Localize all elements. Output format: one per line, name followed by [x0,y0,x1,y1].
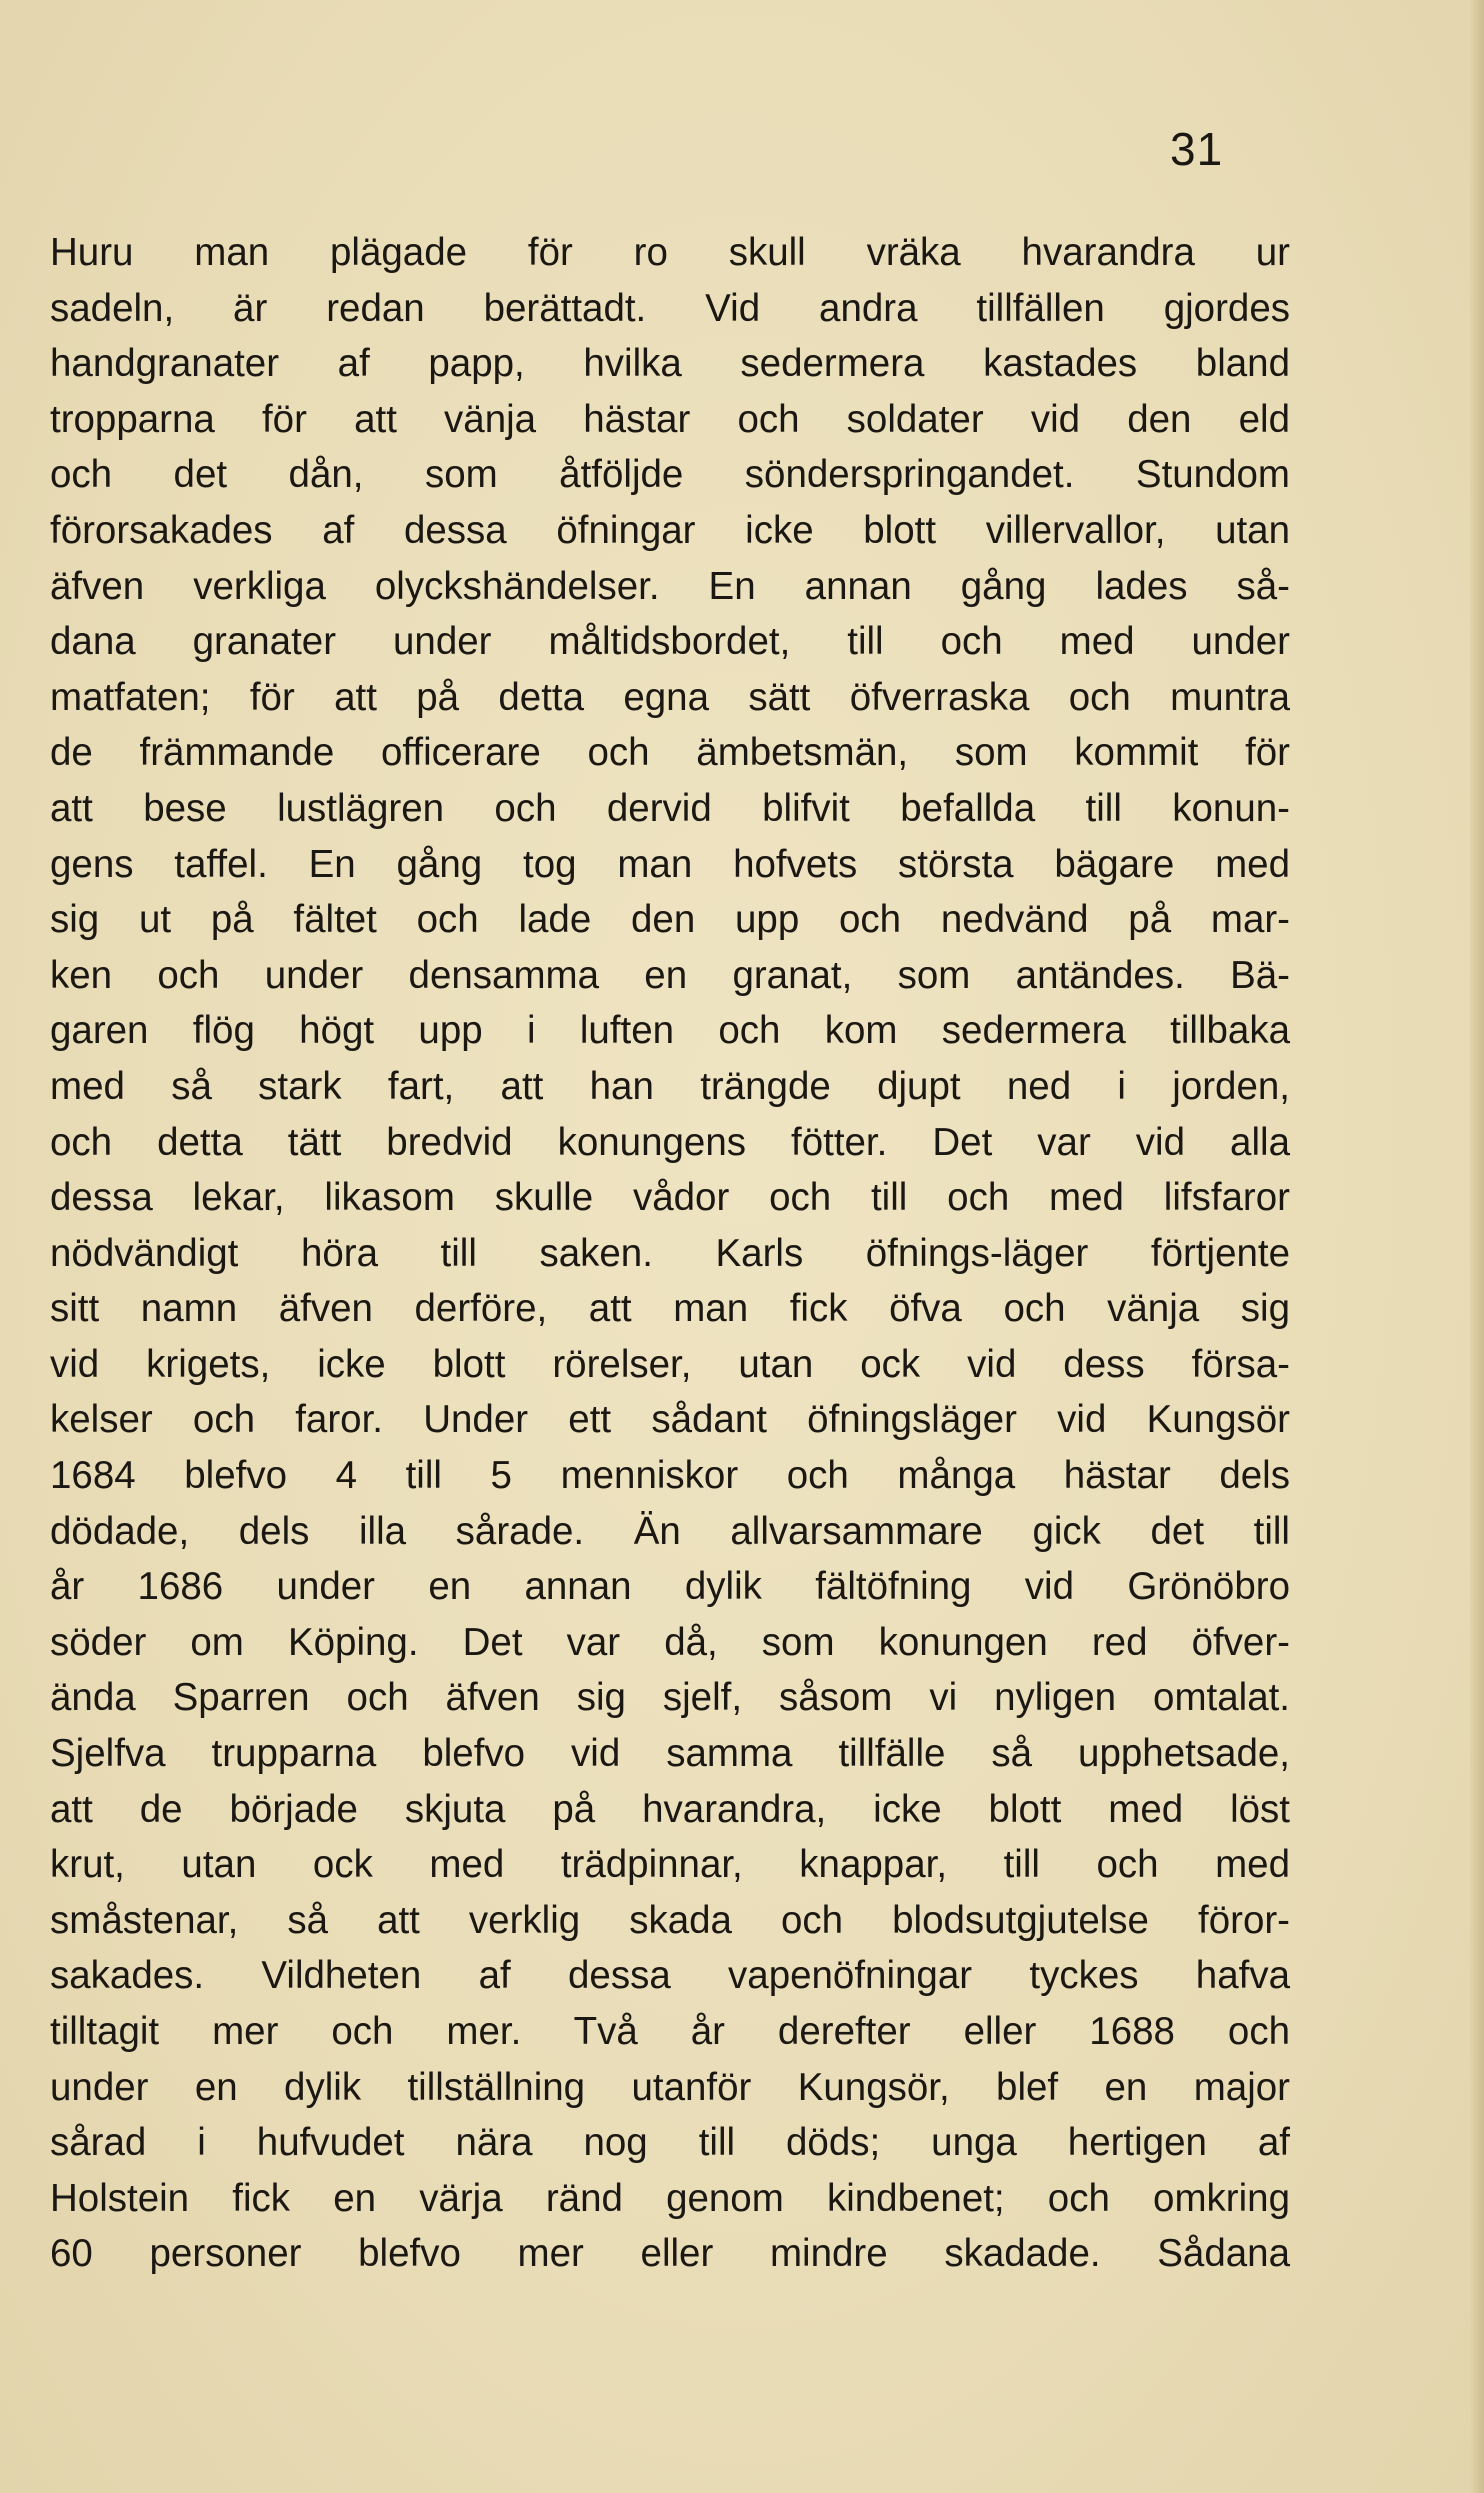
text-line: dödade, dels illa sårade. Än allvarsammare gick det till [50,1509,1290,1553]
text-line: ända Sparren och äfven sig sjelf, såsom vi nyligen omtalat. [50,1676,1290,1720]
text-line: vid krigets, icke blott rörelser, utan ock vid dess försa- [50,1342,1290,1386]
text-line: 60 personer blefvo mer eller mindre skadade. Sådana [50,2232,1290,2276]
text-line: kelser och faror. Under ett sådant öfningsläger vid Kungsör [50,1398,1290,1442]
text-line: och detta tätt bredvid konungens fötter. Det var vid alla [50,1120,1290,1164]
text-line: nödvändigt höra till saken. Karls öfnings-läger förtjente [50,1231,1290,1275]
text-line: under en dylik tillställning utanför Kungsör, blef en major [50,2065,1290,2109]
text-line: dana granater under måltidsbordet, till och med under [50,620,1290,664]
text-line: gens taffel. En gång tog man hofvets största bägare med [50,842,1290,886]
text-line: handgranater af papp, hvilka sedermera kastades bland [50,342,1290,386]
text-line: dessa lekar, likasom skulle vådor och till och med lifsfaror [50,1176,1290,1220]
text-line: sig ut på fältet och lade den upp och nedvänd på mar- [50,898,1290,942]
text-line: de främmande officerare och ämbetsmän, som kommit för [50,731,1290,775]
text-line: sitt namn äfven derföre, att man fick öfva och vänja sig [50,1287,1290,1331]
text-line: Holstein fick en värja ränd genom kindbenet; och omkring [50,2176,1290,2220]
text-line: ken och under densamma en granat, som antändes. Bä- [50,953,1290,997]
text-line: småstenar, så att verklig skada och blodsutgjutelse föror- [50,1898,1290,1942]
text-line: sårad i hufvudet nära nog till döds; unga hertigen af [50,2121,1290,2165]
text-line: sadeln, är redan berättadt. Vid andra tillfällen gjordes [50,286,1290,330]
text-line: år 1686 under en annan dylik fältöfning vid Grönöbro [50,1565,1290,1609]
text-line: att de började skjuta på hvarandra, icke blott med löst [50,1787,1290,1831]
text-line: garen flög högt upp i luften och kom sedermera tillbaka [50,1009,1290,1053]
text-line: äfven verkliga olyckshändelser. En annan gång lades så- [50,564,1290,608]
text-line: att bese lustlägren och dervid blifvit befallda till konun- [50,786,1290,830]
page-edge [1470,0,1484,2493]
text-line: och det dån, som åtföljde sönderspringandet. Stundom [50,453,1290,497]
text-line: söder om Köping. Det var då, som konungen red öfver- [50,1620,1290,1664]
text-line: med så stark fart, att han trängde djupt ned i jorden, [50,1064,1290,1108]
text-line: förorsakades af dessa öfningar icke blott villervallor, utan [50,508,1290,552]
text-line: 1684 blefvo 4 till 5 menniskor och många hästar dels [50,1454,1290,1498]
body-text [50,225,1290,2282]
text-line: tilltagit mer och mer. Två år derefter eller 1688 och [50,2010,1290,2053]
text-line: Sjelfva trupparna blefvo vid samma tillfälle så upphetsade, [50,1732,1290,1776]
text-line: sakades. Vildheten af dessa vapenöfningar tyckes hafva [50,1954,1290,1998]
text-line: matfaten; för att på detta egna sätt öfverraska och muntra [50,675,1290,719]
text-line: Huru man plägade för ro skull vräka hvarandra ur [50,231,1290,274]
page-number: 31 [1170,123,1224,175]
text-line: krut, utan ock med trädpinnar, knappar, till och med [50,1843,1290,1887]
text-line: tropparna för att vänja hästar och soldater vid den eld [50,397,1290,441]
